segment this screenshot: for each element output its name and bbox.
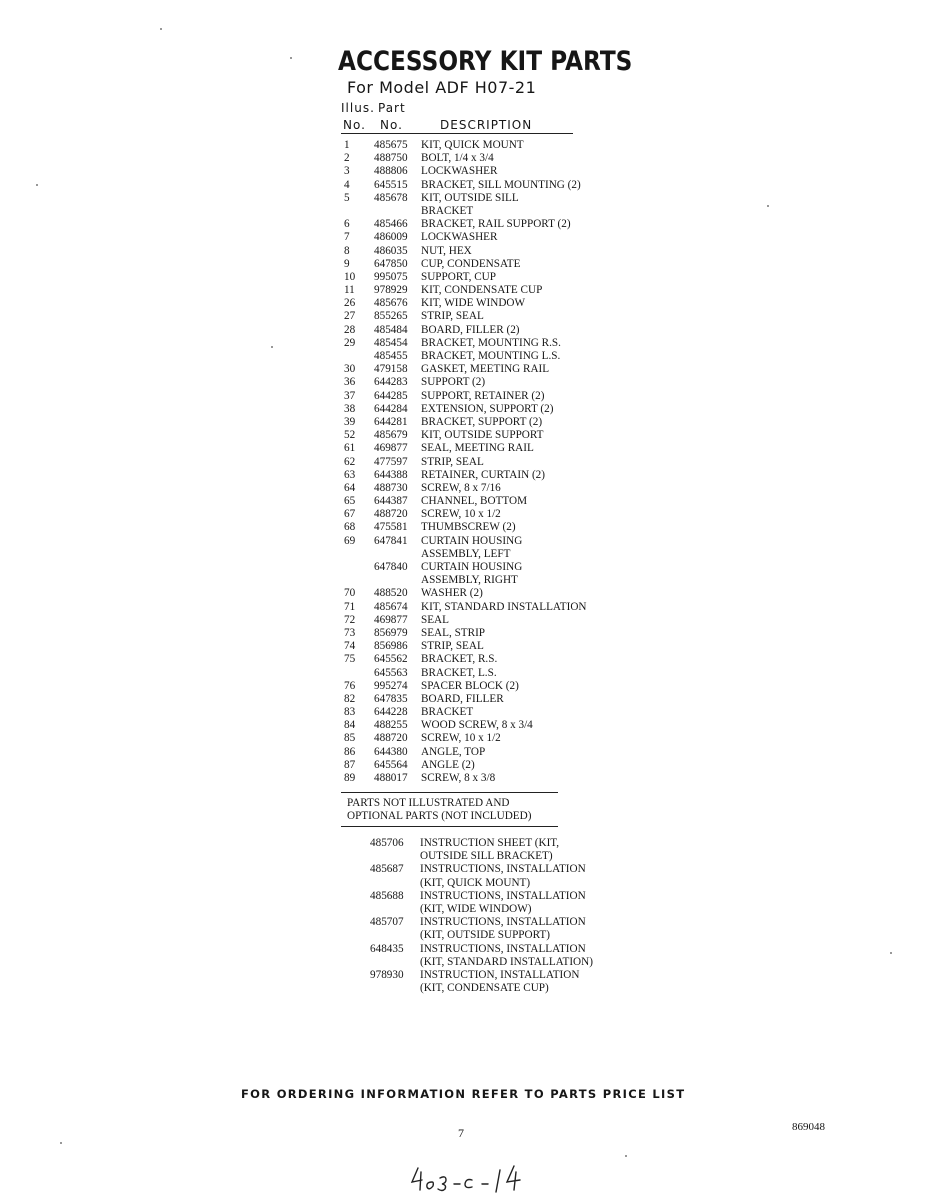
part-description: KIT, STANDARD INSTALLATION	[421, 600, 587, 613]
optional-part-row	[370, 863, 593, 876]
optional-part-row	[370, 969, 593, 982]
part-number: 644284	[374, 402, 408, 415]
part-row	[344, 324, 586, 337]
part-number: 644281	[374, 415, 408, 428]
part-number: 485678	[374, 191, 408, 204]
part-number: 644387	[374, 495, 408, 508]
part-number: 995075	[374, 270, 408, 283]
part-description: (KIT, QUICK MOUNT)	[420, 876, 531, 889]
part-number: 645515	[374, 178, 408, 191]
part-description: NUT, HEX	[421, 244, 472, 257]
part-description: INSTRUCTION, INSTALLATION	[420, 968, 580, 981]
part-number: 469877	[374, 613, 408, 626]
part-row	[344, 350, 586, 363]
part-number	[374, 574, 421, 587]
part-number: 488520	[374, 587, 408, 600]
part-number	[374, 548, 421, 561]
illus-number: 39	[344, 415, 356, 428]
part-number	[370, 903, 420, 916]
part-number	[370, 850, 420, 863]
part-description: CHANNEL, BOTTOM	[421, 495, 528, 508]
optional-part-row	[370, 956, 593, 969]
part-row	[344, 310, 586, 323]
part-number: 485484	[374, 323, 408, 336]
part-row	[344, 535, 586, 548]
part-number: 475581	[374, 521, 408, 534]
part-description: ANGLE, TOP	[421, 745, 486, 758]
part-row	[344, 706, 586, 719]
part-description: BRACKET, MOUNTING R.S.	[421, 336, 561, 349]
illus-number: 72	[344, 613, 356, 626]
part-number: 488806	[374, 165, 408, 178]
not-illustrated-heading	[347, 797, 531, 823]
illus-number: 70	[344, 587, 356, 600]
illus-number: 89	[344, 772, 356, 784]
header-rule	[341, 133, 573, 134]
part-row	[344, 627, 586, 640]
illus-number: 61	[344, 442, 356, 455]
part-number: 978930	[370, 968, 404, 981]
illus-number: 8	[344, 244, 350, 257]
part-number	[370, 982, 420, 995]
part-number: 488750	[374, 152, 408, 165]
optional-part-row	[370, 890, 593, 903]
part-row	[344, 218, 586, 231]
part-row	[344, 192, 586, 205]
part-row	[344, 759, 586, 772]
header-illus-no: No.	[343, 118, 366, 132]
page-title: ACCESSORY KIT PARTS	[338, 46, 633, 77]
part-row	[344, 614, 586, 627]
part-description: INSTRUCTIONS, INSTALLATION	[420, 863, 586, 876]
part-number: 486035	[374, 244, 408, 257]
part-number: 485455	[374, 350, 408, 362]
part-row	[344, 165, 586, 178]
part-description: INSTRUCTIONS, INSTALLATION	[420, 889, 586, 902]
part-description: STRIP, SEAL	[421, 455, 484, 468]
optional-part-row	[370, 850, 593, 863]
part-row	[344, 271, 586, 284]
part-row	[344, 363, 586, 376]
illus-number: 82	[344, 692, 356, 705]
part-description: LOCKWASHER	[421, 165, 498, 178]
illus-number: 65	[344, 495, 356, 508]
part-number: 647850	[374, 257, 408, 270]
part-number: 978929	[374, 284, 408, 297]
part-description: BRACKET	[421, 204, 474, 217]
illus-number	[344, 350, 374, 363]
part-number: 995274	[374, 679, 408, 692]
part-row	[344, 680, 586, 693]
part-row	[344, 456, 586, 469]
part-description: CUP, CONDENSATE	[421, 257, 521, 270]
part-number: 645563	[374, 666, 408, 679]
illus-number: 2	[344, 152, 350, 165]
part-number: 647835	[374, 692, 408, 705]
part-description: (KIT, CONDENSATE CUP)	[420, 982, 549, 995]
illus-number	[344, 574, 374, 587]
illus-number: 67	[344, 508, 356, 521]
illus-number: 71	[344, 600, 356, 613]
part-row	[344, 653, 586, 666]
part-description: ASSEMBLY, RIGHT	[421, 574, 518, 587]
optional-part-row	[370, 929, 593, 942]
illus-number: 29	[344, 336, 356, 349]
part-row	[344, 574, 586, 587]
header-illus: Illus.	[341, 101, 375, 115]
header-description: DESCRIPTION	[440, 118, 533, 132]
illus-number: 69	[344, 534, 356, 547]
part-description: SUPPORT (2)	[421, 376, 486, 389]
optional-part-row	[370, 903, 593, 916]
part-row	[344, 746, 586, 759]
part-description: KIT, WIDE WINDOW	[421, 297, 526, 310]
part-description: BRACKET, RAIL SUPPORT (2)	[421, 218, 571, 231]
part-number: 856986	[374, 640, 408, 653]
illus-number: 11	[344, 284, 355, 297]
illus-number: 62	[344, 455, 356, 468]
part-number	[370, 956, 420, 969]
illus-number: 37	[344, 389, 356, 402]
illus-number: 63	[344, 468, 356, 481]
part-row	[344, 508, 586, 521]
illus-number: 85	[344, 732, 356, 745]
part-row	[344, 772, 586, 785]
optional-part-row	[370, 877, 593, 890]
part-number: 644283	[374, 376, 408, 389]
part-number: 644388	[374, 468, 408, 481]
part-description: EXTENSION, SUPPORT (2)	[421, 402, 554, 415]
illus-number: 84	[344, 719, 356, 732]
part-description: OUTSIDE SILL BRACKET)	[420, 850, 553, 863]
part-number: 644285	[374, 389, 408, 402]
part-row	[344, 416, 586, 429]
parts-list	[344, 139, 586, 785]
part-number: 488720	[374, 732, 408, 745]
part-row	[344, 469, 586, 482]
part-row	[344, 482, 586, 495]
part-description: SEAL, STRIP	[421, 626, 486, 639]
handwritten-annotation	[410, 1160, 530, 1194]
part-number: 485466	[374, 218, 408, 231]
part-number: 488720	[374, 508, 408, 521]
part-description: CURTAIN HOUSING	[421, 561, 523, 573]
illus-number: 87	[344, 758, 356, 771]
part-row	[344, 548, 586, 561]
part-number: 485706	[370, 837, 404, 849]
part-description: BRACKET, SUPPORT (2)	[421, 415, 543, 428]
part-description: INSTRUCTIONS, INSTALLATION	[420, 916, 586, 929]
part-description: SPACER BLOCK (2)	[421, 679, 519, 692]
not-illustrated-heading-line: PARTS NOT ILLUSTRATED AND	[347, 797, 510, 809]
part-number: 486009	[374, 231, 408, 244]
part-description: KIT, OUTSIDE SUPPORT	[421, 429, 544, 442]
illus-number: 36	[344, 376, 356, 389]
part-number	[374, 205, 421, 218]
part-number: 856979	[374, 626, 408, 639]
part-row	[344, 719, 586, 732]
part-number: 485676	[374, 297, 408, 310]
part-description: BRACKET, MOUNTING L.S.	[421, 350, 561, 362]
part-number: 485675	[374, 139, 408, 151]
part-row	[344, 297, 586, 310]
illus-number: 30	[344, 363, 356, 376]
illus-number: 64	[344, 481, 356, 494]
part-row	[344, 429, 586, 442]
illus-number: 6	[344, 218, 350, 231]
page-number: 7	[458, 1126, 464, 1140]
illus-number: 73	[344, 626, 356, 639]
part-row	[344, 442, 586, 455]
part-description: INSTRUCTION SHEET (KIT,	[420, 837, 560, 849]
illus-number: 28	[344, 323, 356, 336]
part-number: 479158	[374, 363, 408, 376]
part-row	[344, 732, 586, 745]
header-part: Part	[378, 101, 406, 115]
part-row	[344, 561, 586, 574]
illus-number: 74	[344, 640, 356, 653]
part-number: 488017	[374, 772, 408, 784]
illus-number: 9	[344, 257, 350, 270]
illus-number: 1	[344, 139, 350, 151]
part-number: 855265	[374, 310, 408, 323]
part-description: BOARD, FILLER (2)	[421, 323, 520, 336]
part-description: KIT, OUTSIDE SILL	[421, 191, 519, 204]
illus-number: 27	[344, 310, 356, 323]
part-number: 485687	[370, 863, 404, 876]
optional-parts-list	[370, 837, 593, 995]
illus-number: 10	[344, 270, 356, 283]
part-row	[344, 205, 586, 218]
part-number: 485707	[370, 916, 404, 929]
illus-number: 52	[344, 429, 356, 442]
part-row	[344, 640, 586, 653]
illus-number: 38	[344, 402, 356, 415]
part-description: GASKET, MEETING RAIL	[421, 363, 550, 376]
part-number: 485688	[370, 889, 404, 902]
part-description: WASHER (2)	[421, 587, 483, 600]
illus-number: 83	[344, 706, 356, 719]
illus-number: 4	[344, 178, 350, 191]
part-number: 644228	[374, 706, 408, 719]
part-description: (KIT, OUTSIDE SUPPORT)	[420, 929, 550, 942]
illus-number: 26	[344, 297, 356, 310]
part-row	[344, 152, 586, 165]
optional-part-row	[370, 943, 593, 956]
illus-number: 75	[344, 653, 356, 666]
part-number: 645562	[374, 653, 408, 666]
part-row	[344, 693, 586, 706]
illus-number: 76	[344, 679, 356, 692]
part-number: 488255	[374, 719, 408, 732]
part-description: SUPPORT, CUP	[421, 270, 496, 283]
part-row	[344, 403, 586, 416]
part-description: LOCKWASHER	[421, 231, 498, 244]
optional-part-row	[370, 916, 593, 929]
part-description: SEAL	[421, 613, 449, 626]
part-row	[344, 245, 586, 258]
part-description: (KIT, WIDE WINDOW)	[420, 902, 532, 915]
part-description: THUMBSCREW (2)	[421, 521, 516, 534]
illus-number	[344, 548, 374, 561]
part-number: 488730	[374, 481, 408, 494]
part-description: SUPPORT, RETAINER (2)	[421, 389, 545, 402]
ordering-footer: FOR ORDERING INFORMATION REFER TO PARTS PRICE LIST	[241, 1087, 686, 1101]
not-illustrated-heading-line: OPTIONAL PARTS (NOT INCLUDED)	[347, 810, 532, 823]
part-row	[344, 495, 586, 508]
part-row	[344, 139, 586, 152]
part-description: RETAINER, CURTAIN (2)	[421, 468, 545, 481]
part-number: 644380	[374, 745, 408, 758]
part-number: 647841	[374, 534, 408, 547]
illus-number: 3	[344, 165, 350, 178]
illus-number: 7	[344, 231, 350, 244]
section-rule-top	[341, 792, 558, 793]
part-number: 469877	[374, 442, 408, 455]
part-number: 648435	[370, 942, 404, 955]
illus-number: 5	[344, 191, 350, 204]
optional-part-row	[370, 837, 593, 850]
part-row	[344, 337, 586, 350]
part-description: (KIT, STANDARD INSTALLATION)	[420, 955, 593, 968]
part-row	[344, 587, 586, 600]
part-number	[370, 877, 420, 890]
part-row	[344, 601, 586, 614]
model-subtitle: For Model ADF H07-21	[347, 78, 537, 97]
part-description: ASSEMBLY, LEFT	[421, 547, 511, 560]
part-number	[370, 929, 420, 942]
section-rule-bottom	[341, 826, 558, 827]
part-description: BRACKET, SILL MOUNTING (2)	[421, 178, 581, 191]
part-row	[344, 258, 586, 271]
optional-part-row	[370, 982, 593, 995]
part-description: ANGLE (2)	[421, 758, 475, 771]
part-description: KIT, CONDENSATE CUP	[421, 284, 543, 297]
part-number: 647840	[374, 561, 408, 573]
header-part-no: No.	[380, 118, 403, 132]
part-description: STRIP, SEAL	[421, 640, 484, 653]
part-description: BRACKET, L.S.	[421, 666, 497, 679]
document-number: 869048	[792, 1121, 825, 1133]
part-description: STRIP, SEAL	[421, 310, 484, 323]
part-number: 477597	[374, 455, 408, 468]
part-description: SCREW, 10 x 1/2	[421, 732, 501, 745]
part-number: 485674	[374, 600, 408, 613]
part-row	[344, 284, 586, 297]
part-description: BOARD, FILLER	[421, 692, 504, 705]
illus-number	[344, 561, 374, 574]
part-row	[344, 179, 586, 192]
part-number: 485454	[374, 336, 408, 349]
part-description: BRACKET	[421, 706, 474, 719]
part-description: SCREW, 8 x 3/8	[421, 772, 496, 784]
part-description: SEAL, MEETING RAIL	[421, 442, 534, 455]
part-description: BOLT, 1/4 x 3/4	[421, 152, 494, 165]
part-row	[344, 667, 586, 680]
part-description: WOOD SCREW, 8 x 3/4	[421, 719, 533, 732]
illus-number	[344, 667, 374, 680]
part-row	[344, 231, 586, 244]
part-description: KIT, QUICK MOUNT	[421, 139, 524, 151]
part-row	[344, 376, 586, 389]
part-description: CURTAIN HOUSING	[421, 534, 523, 547]
illus-number: 68	[344, 521, 356, 534]
part-description: BRACKET, R.S.	[421, 653, 498, 666]
part-description: SCREW, 8 x 7/16	[421, 481, 501, 494]
part-number: 485679	[374, 429, 408, 442]
part-row	[344, 390, 586, 403]
illus-number: 86	[344, 745, 356, 758]
part-description: SCREW, 10 x 1/2	[421, 508, 501, 521]
part-description: INSTRUCTIONS, INSTALLATION	[420, 942, 586, 955]
part-number: 645564	[374, 758, 408, 771]
illus-number	[344, 205, 374, 218]
part-row	[344, 521, 586, 534]
